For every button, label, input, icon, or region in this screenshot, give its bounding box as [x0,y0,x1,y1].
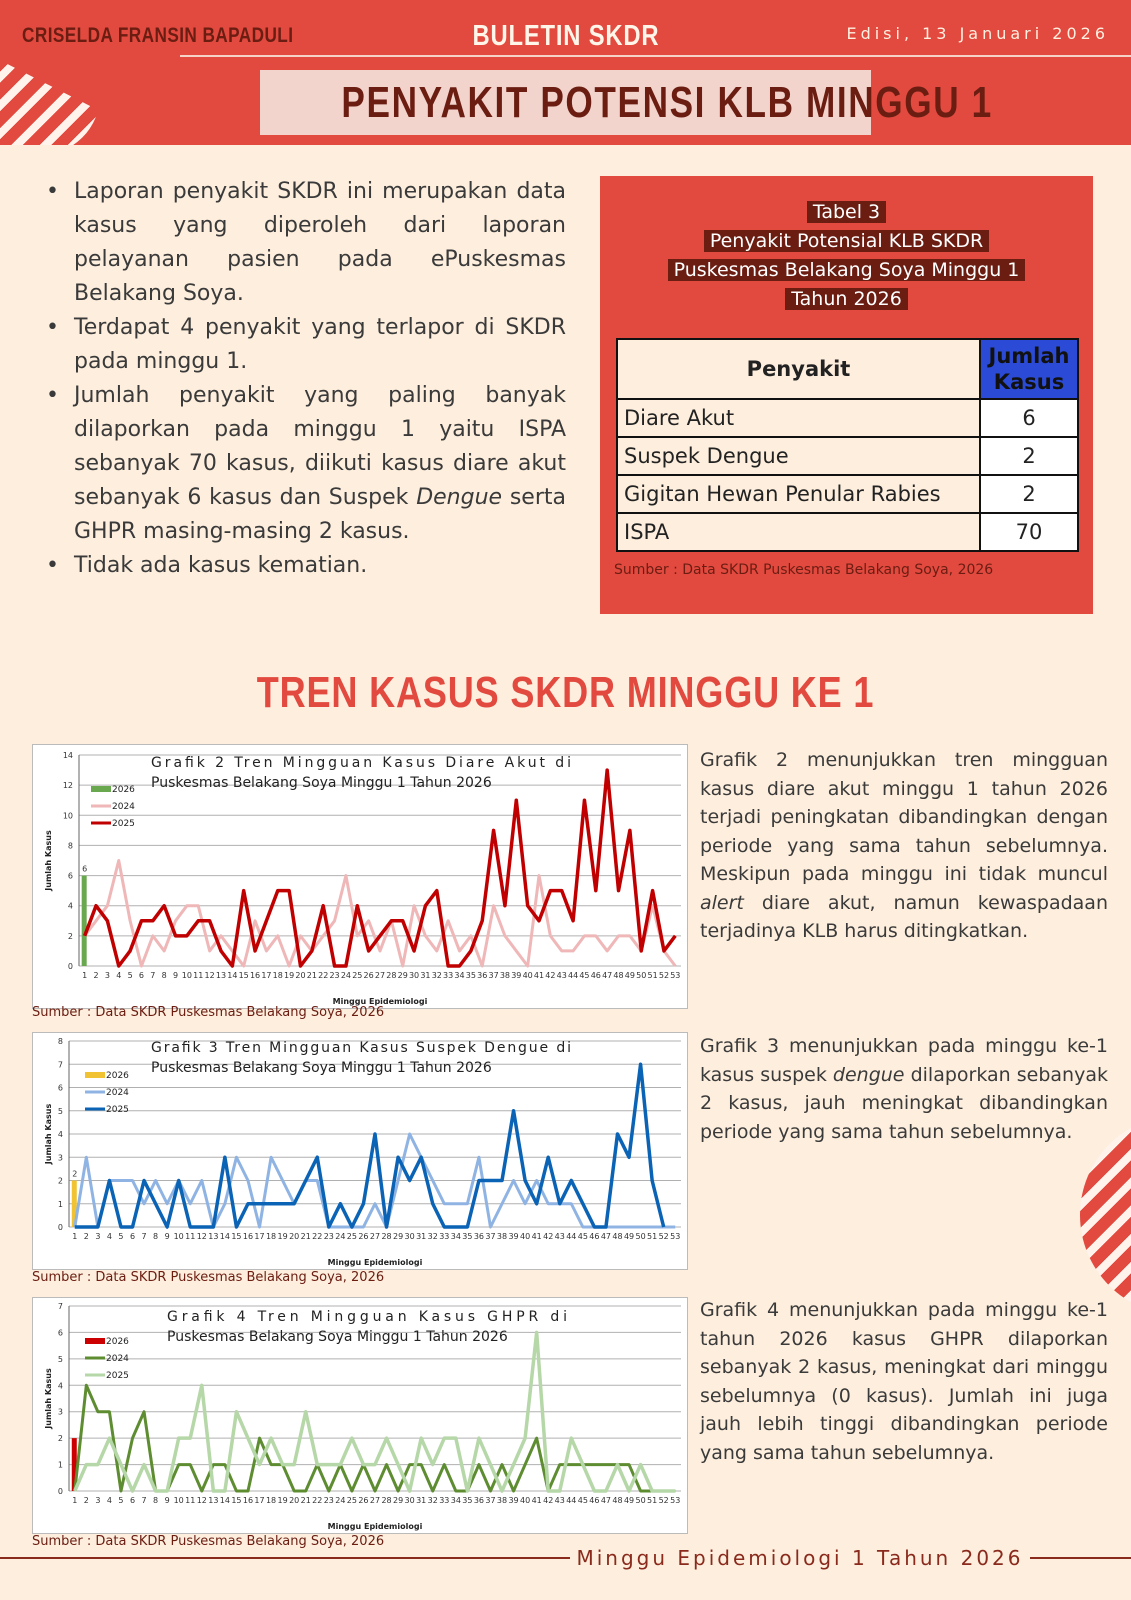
y-tick-label: 0 [57,1223,63,1232]
table-header-row [617,339,1078,399]
x-tick-label: 23 [323,1232,334,1241]
x-tick-label: 37 [485,1232,496,1241]
x-tick-label: 19 [277,1496,288,1505]
x-tick-label: 53 [670,1496,681,1505]
x-tick-label: 25 [352,971,363,980]
x-tick-label: 47 [602,971,613,980]
y-tick-label: 4 [57,1130,63,1139]
x-tick-label: 13 [208,1496,219,1505]
y-tick-label: 6 [67,871,73,881]
x-tick-label: 8 [153,1496,159,1505]
x-tick-label: 12 [196,1232,207,1241]
y-tick-label: 0 [67,962,73,971]
summary-list [44,175,566,583]
table-row [617,475,1078,513]
x-tick-label: 24 [335,1496,346,1505]
x-tick-label: 7 [141,1496,147,1505]
x-tick-label: 18 [265,1232,277,1241]
x-tick-label: 36 [477,971,488,980]
x-tick-label: 22 [312,1232,323,1241]
y-tick-label: 2 [67,931,73,941]
disease-name: Gigitan Hewan Penular Rabies [617,475,980,513]
x-tick-label: 42 [543,1496,554,1505]
x-tick-label: 32 [427,1496,438,1505]
x-tick-label: 37 [488,971,499,980]
x-tick-label: 9 [173,971,179,980]
legend-entry: 2026 [106,1071,129,1081]
x-tick-label: 39 [508,1496,519,1505]
case-count: 6 [980,399,1078,437]
footer-text: Minggu Epidemiologi 1 Tahun 2026 [576,1546,1024,1570]
decorative-stripes [0,45,100,145]
x-tick-label: 12 [196,1496,207,1505]
x-tick-label: 7 [150,971,156,980]
x-tick-label: 50 [635,1496,646,1505]
x-tick-label: 3 [95,1496,101,1505]
x-tick-label: 29 [393,1496,404,1505]
x-tick-label: 8 [153,1232,159,1241]
x-tick-label: 46 [590,971,601,980]
x-tick-label: 32 [427,1232,438,1241]
table-row [617,437,1078,475]
edition-date: Edisi, 13 Januari 2026 [846,24,1109,43]
klb-table [616,338,1079,552]
x-tick-label: 34 [454,971,465,980]
bar-data-label: 6 [82,864,88,874]
chart-title: Grafik 4 Tren Mingguan Kasus GHPR di [167,1309,568,1325]
x-tick-label: 30 [404,1232,415,1241]
y-tick-label: 7 [57,1060,63,1070]
x-tick-label: 14 [219,1232,230,1241]
x-tick-label: 2 [93,971,99,980]
y-tick-label: 8 [67,841,73,851]
x-tick-label: 15 [238,971,249,980]
x-tick-label: 15 [231,1232,242,1241]
header-banner [0,0,1131,145]
disease-name: Suspek Dengue [617,437,980,475]
x-tick-label: 15 [231,1496,242,1505]
x-tick-label: 40 [520,1496,531,1505]
x-tick-label: 35 [465,971,476,980]
series-line-2024 [85,861,676,967]
x-tick-label: 27 [374,971,386,980]
legend-entry: 2025 [112,819,135,829]
x-tick-label: 48 [612,1496,623,1505]
x-tick-label: 35 [462,1496,473,1505]
x-tick-label: 21 [306,971,317,980]
x-tick-label: 1 [82,971,88,980]
author-name: CRISELDA FRANSIN BAPADULI [22,24,294,47]
x-tick-label: 37 [485,1496,496,1505]
x-tick-label: 8 [161,971,167,980]
y-axis-label: Jumlah Kasus [44,1103,53,1165]
y-tick-label: 4 [57,1381,63,1391]
x-tick-label: 21 [300,1232,311,1241]
y-tick-label: 14 [62,751,73,760]
x-tick-label: 49 [624,971,635,980]
x-tick-label: 44 [566,1232,577,1241]
chart-description-dengue: Grafik 3 menunjukkan pada minggu ke-1 kasus suspek dengue dilaporkan sebanyak 2 kasus, jauh meningkat dibandingkan periode yang sama tahun sebelumnya. [700,1035,1108,1143]
x-tick-label: 23 [323,1496,334,1505]
footer-divider [1030,1557,1131,1559]
y-tick-label: 3 [57,1407,63,1417]
x-tick-label: 48 [613,971,624,980]
y-tick-label: 5 [57,1106,63,1116]
chart-diare-akut [32,744,688,1009]
x-tick-label: 46 [589,1232,600,1241]
table-row [617,399,1078,437]
x-tick-label: 45 [579,971,590,980]
x-tick-label: 27 [369,1232,381,1241]
x-tick-label: 23 [329,971,340,980]
y-tick-label: 1 [57,1199,63,1209]
x-tick-label: 4 [116,971,122,980]
x-tick-label: 1 [72,1496,78,1505]
x-tick-label: 29 [397,971,408,980]
x-tick-label: 20 [295,971,306,980]
x-tick-label: 21 [300,1496,311,1505]
x-tick-label: 12 [204,971,215,980]
y-tick-label: 1 [57,1460,63,1470]
x-tick-label: 26 [358,1496,369,1505]
x-tick-label: 38 [499,971,511,980]
x-tick-label: 44 [568,971,579,980]
x-tick-label: 4 [106,1496,112,1505]
x-axis-label: Minggu Epidemiologi [327,1258,423,1267]
x-tick-label: 46 [589,1496,600,1505]
x-tick-label: 41 [531,1232,542,1241]
x-tick-label: 41 [531,1496,542,1505]
y-tick-label: 6 [57,1083,63,1093]
x-tick-label: 16 [242,1496,254,1505]
x-tick-label: 7 [141,1232,147,1241]
x-tick-label: 40 [520,1232,531,1241]
legend-entry: 2024 [106,1088,129,1098]
chart-source: Sumber : Data SKDR Puskesmas Belakang Soya, 2026 [32,1005,385,1020]
x-tick-label: 25 [346,1496,357,1505]
x-tick-label: 11 [185,1232,196,1241]
x-tick-label: 6 [129,1496,136,1505]
x-tick-label: 9 [164,1232,170,1241]
x-tick-label: 33 [443,971,454,980]
x-tick-label: 31 [416,1232,427,1241]
table-source: Sumber : Data SKDR Puskesmas Belakang Soya, 2026 [614,562,994,578]
x-axis-label: Minggu Epidemiologi [327,1522,423,1531]
x-tick-label: 52 [658,1232,669,1241]
x-tick-label: 11 [193,971,204,980]
x-tick-label: 13 [208,1232,219,1241]
x-tick-label: 51 [647,1232,658,1241]
x-tick-label: 17 [261,971,272,980]
case-count: 2 [980,475,1078,513]
chart-source: Sumber : Data SKDR Puskesmas Belakang Soya, 2026 [32,1534,385,1549]
x-tick-label: 47 [600,1232,612,1241]
legend-entry: 2026 [106,1337,129,1347]
x-tick-label: 43 [554,1232,565,1241]
x-tick-label: 41 [533,971,545,980]
x-tick-label: 6 [129,1232,136,1241]
x-tick-label: 20 [289,1232,300,1241]
x-tick-label: 10 [173,1232,184,1241]
x-tick-label: 2 [83,1232,89,1241]
x-tick-label: 10 [173,1496,184,1505]
x-tick-label: 28 [381,1232,392,1241]
x-tick-label: 20 [289,1496,300,1505]
chart-description-ghpr: Grafik 4 menunjukkan pada minggu ke-1 tahun 2026 kasus GHPR dilaporkan sebanyak 2 kasus, meningkat dari minggu sebelumnya (0 kasus). Jumlah ini juga jauh lebih tinggi dibandingkan periode yang sama tahun sebelumnya. [700,1299,1108,1464]
y-tick-label: 2 [57,1176,63,1186]
x-tick-label: 30 [404,1496,415,1505]
x-tick-label: 3 [104,971,110,980]
chart-title: Puskesmas Belakang Soya Minggu 1 Tahun 2026 [151,1060,492,1076]
x-tick-label: 16 [242,1232,254,1241]
x-tick-label: 1 [72,1232,78,1241]
x-tick-label: 22 [318,971,329,980]
x-tick-label: 34 [450,1232,461,1241]
x-tick-label: 25 [346,1232,357,1241]
x-tick-label: 51 [647,971,658,980]
x-tick-label: 48 [612,1232,623,1241]
y-tick-label: 10 [62,811,73,821]
header-divider [180,55,1131,57]
x-tick-label: 24 [335,1232,346,1241]
klb-table-panel [600,176,1093,614]
x-tick-label: 31 [420,971,431,980]
case-count: 2 [980,437,1078,475]
x-tick-label: 27 [369,1496,381,1505]
footer-divider [0,1557,570,1559]
summary-item: • Laporan penyakit SKDR ini merupakan data kasus yang diperoleh dari laporan pelayanan pasien pada ePuskesmas Belakang Soya. [44,175,566,311]
bulletin-name: BULETIN SKDR [472,20,659,52]
series-line-2025 [75,1064,664,1227]
chart-title: Puskesmas Belakang Soya Minggu 1 Tahun 2026 [167,1329,508,1345]
x-tick-label: 17 [254,1496,265,1505]
x-tick-label: 38 [496,1496,508,1505]
x-tick-label: 53 [670,971,681,980]
disease-name: Diare Akut [617,399,980,437]
chart-ghpr-svg [33,1298,687,1533]
x-tick-label: 50 [636,971,647,980]
y-tick-label: 5 [57,1354,63,1364]
italic-term: Dengue [416,485,503,510]
x-tick-label: 32 [431,971,442,980]
x-tick-label: 31 [416,1496,427,1505]
x-tick-label: 36 [473,1232,485,1241]
x-tick-label: 19 [284,971,295,980]
x-tick-label: 45 [577,1496,588,1505]
chart-title: Grafik 2 Tren Mingguan Kasus Diare Akut di [151,755,571,771]
x-tick-label: 3 [95,1232,101,1241]
y-tick-label: 3 [57,1153,63,1163]
x-tick-label: 17 [254,1232,265,1241]
x-tick-label: 6 [138,971,145,980]
legend-entry: 2025 [106,1371,129,1381]
x-tick-label: 52 [658,971,670,980]
x-tick-label: 11 [185,1496,196,1505]
x-tick-label: 5 [127,971,133,980]
x-tick-label: 2 [83,1496,89,1505]
x-tick-label: 53 [670,1232,681,1241]
x-tick-label: 16 [249,971,261,980]
summary-item: • Terdapat 4 penyakit yang terlapor di SKDR pada minggu 1. [44,311,566,379]
x-tick-label: 52 [658,1496,669,1505]
x-tick-label: 36 [473,1496,485,1505]
x-tick-label: 10 [181,971,192,980]
x-tick-label: 47 [600,1496,612,1505]
case-count: 70 [980,513,1078,551]
x-tick-label: 35 [462,1232,473,1241]
x-tick-label: 38 [496,1232,508,1241]
legend-entry: 2024 [106,1354,129,1364]
x-tick-label: 51 [647,1496,658,1505]
chart-source: Sumber : Data SKDR Puskesmas Belakang Soya, 2026 [32,1270,385,1285]
table-row [617,513,1078,551]
x-tick-label: 18 [265,1496,277,1505]
bar-2026 [82,876,87,966]
x-axis-label: Minggu Epidemiologi [332,997,428,1006]
chart-title: Puskesmas Belakang Soya Minggu 1 Tahun 2026 [151,775,492,791]
chart-suspek-dengue-svg [33,1033,687,1269]
x-tick-label: 43 [554,1496,565,1505]
x-tick-label: 28 [381,1496,392,1505]
y-tick-label: 7 [57,1302,63,1311]
x-tick-label: 26 [358,1232,369,1241]
x-tick-label: 39 [508,1232,519,1241]
disease-name: ISPA [617,513,980,551]
page-title: PENYAKIT POTENSI KLB MINGGU 1 [260,70,871,135]
x-tick-label: 4 [106,1232,112,1241]
x-tick-label: 30 [408,971,420,980]
y-tick-label: 12 [62,781,73,791]
x-tick-label: 13 [215,971,227,980]
y-axis-label: Jumlah Kasus [44,1368,53,1429]
y-tick-label: 6 [57,1328,63,1338]
x-tick-label: 9 [164,1496,170,1505]
y-tick-label: 2 [57,1434,63,1444]
section-title: TREN KASUS SKDR MINGGU KE 1 [256,668,875,717]
y-tick-label: 8 [57,1037,63,1046]
x-tick-label: 33 [439,1232,450,1241]
y-axis-label: Jumlah Kasus [44,830,53,891]
x-tick-label: 5 [118,1496,124,1505]
legend-entry: 2026 [112,785,135,795]
chart-title: Grafik 3 Tren Mingguan Kasus Suspek Dengue di [151,1040,571,1056]
x-tick-label: 45 [577,1232,588,1241]
x-tick-label: 44 [566,1496,577,1505]
legend-entry: 2025 [106,1105,129,1115]
legend-entry: 2024 [112,802,135,812]
y-tick-label: 4 [67,901,73,911]
summary-item: • Tidak ada kasus kematian. [44,549,566,583]
x-tick-label: 19 [277,1232,288,1241]
x-tick-label: 24 [340,971,352,980]
bar-data-label: 2 [72,1169,78,1179]
chart-ghpr [32,1297,688,1534]
x-tick-label: 5 [118,1232,124,1241]
x-tick-label: 42 [545,971,556,980]
x-tick-label: 49 [623,1232,635,1241]
x-tick-label: 39 [511,971,522,980]
x-tick-label: 33 [439,1496,450,1505]
x-tick-label: 28 [386,971,397,980]
y-tick-label: 0 [57,1487,63,1496]
chart-description-diare: Grafik 2 menunjukkan tren mingguan kasus diare akut minggu 1 tahun 2026 terjadi peningkatan dibandingkan dengan periode yang sama tahun sebelumnya. Meskipun pada minggu ini tidak muncul alert diare akut, namun kewaspadaan terjadinya KLB harus ditingkatkan. [700,749,1108,942]
x-tick-label: 22 [312,1496,323,1505]
x-tick-label: 50 [635,1232,646,1241]
x-tick-label: 14 [227,971,238,980]
x-tick-label: 42 [543,1232,554,1241]
x-tick-label: 29 [393,1232,404,1241]
x-tick-label: 49 [623,1496,635,1505]
col-header-penyakit: Penyakit [617,339,980,399]
col-header-jumlah: Jumlah Kasus [980,339,1078,399]
x-tick-label: 40 [522,971,533,980]
x-tick-label: 18 [272,971,283,980]
table-caption: Tabel 3 Penyakit Potensial KLB SKDR Puskesmas Belakang Soya Minggu 1 Tahun 2026 [600,198,1093,314]
chart-diare-akut-svg [33,745,687,1008]
chart-suspek-dengue [32,1032,688,1270]
x-tick-label: 34 [450,1496,461,1505]
x-tick-label: 26 [363,971,374,980]
x-tick-label: 14 [219,1496,230,1505]
x-tick-label: 43 [556,971,567,980]
summary-item: • Jumlah penyakit yang paling banyak dilaporkan pada minggu 1 yaitu ISPA sebanyak 70 kasus, diikuti kasus diare akut sebanyak 6 kasus dan Suspek Dengue serta GHPR masing-masing 2 kasus. [44,379,566,549]
